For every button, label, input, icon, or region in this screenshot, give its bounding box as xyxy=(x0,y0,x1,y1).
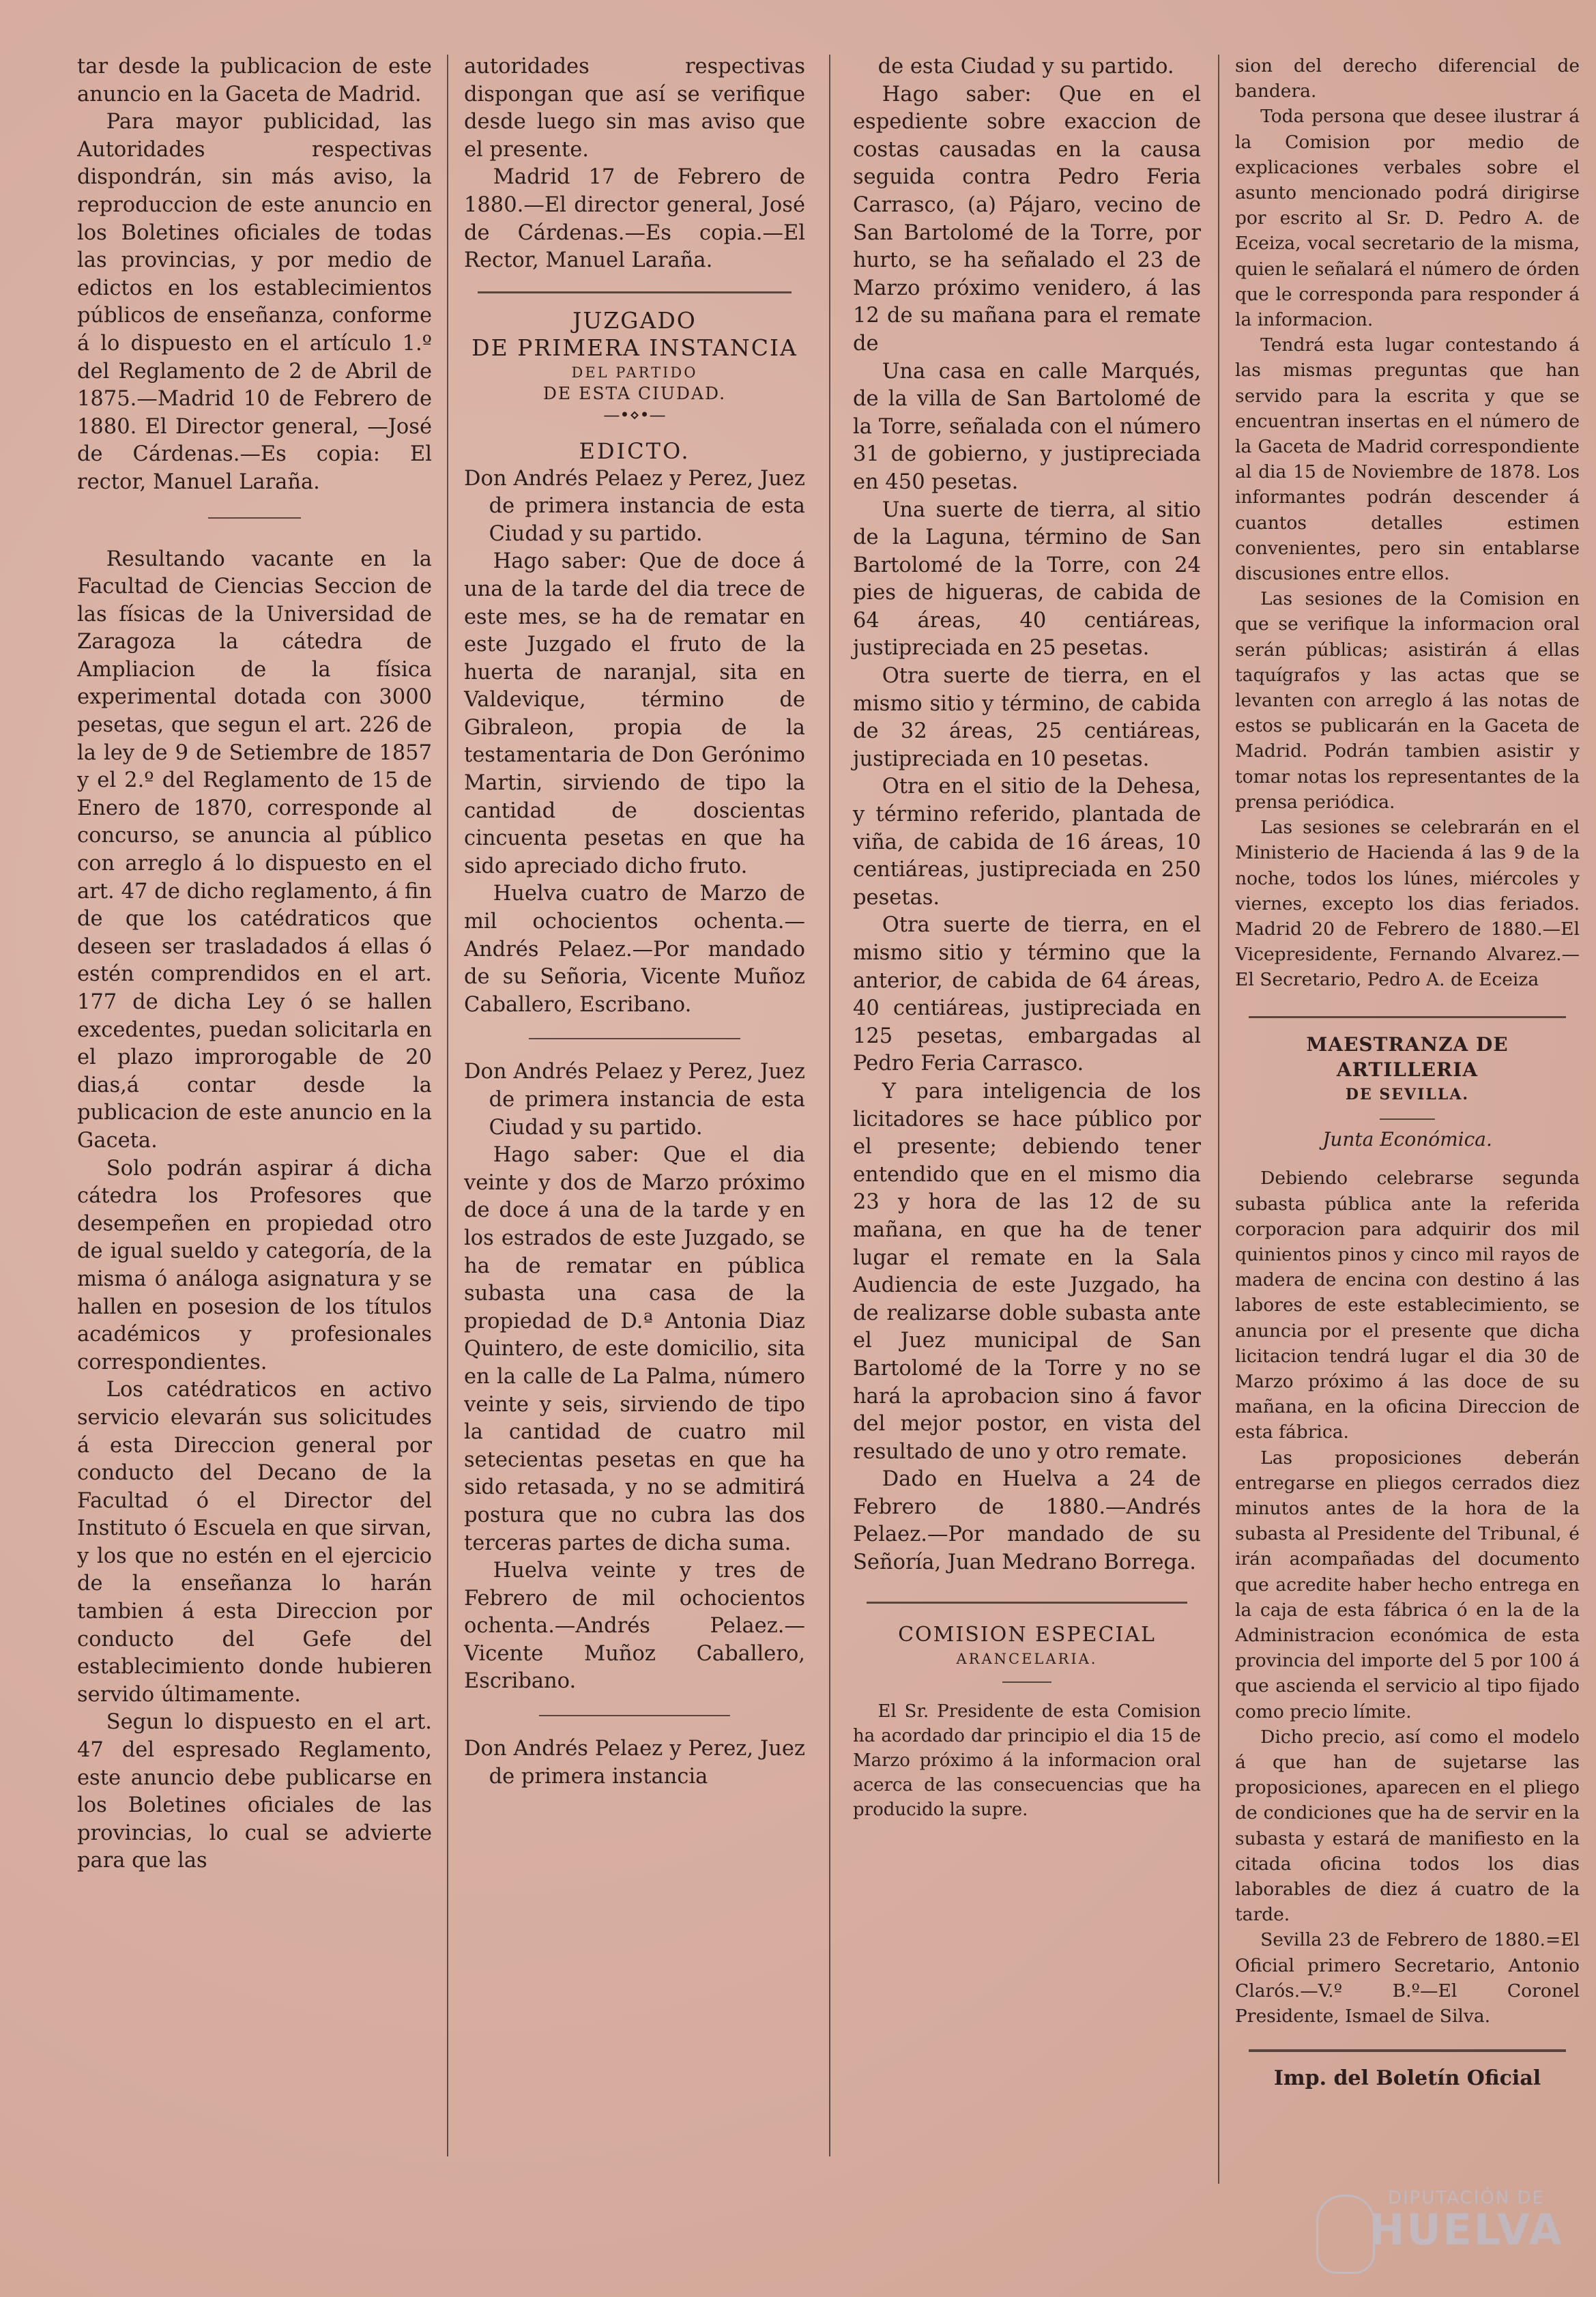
c4-paragraph-3: Las sesiones de la Comision en que se verifique la informacion oral serán públicas; asistirán á ellas taquígrafos y las actas que se levanten con arreglo á las notas de estos se publicarán en la Gaceta de Madrid. Podrán tambien asistir y tomar notas los representantes de la prensa periódica. xyxy=(1235,588,1580,813)
c2-paragraph-1: autoridades respectivas dispongan que así se verifique desde luego sin mas aviso que el presente. xyxy=(464,55,805,162)
c1-paragraph-4: Solo podrán aspirar á dicha cátedra los Profesores que desempeñen en propiedad otro de igual sueldo y categoría, de la misma ó análoga asignatura y se hallen en posesion de los títulos académicos y profesionales correspondientes. xyxy=(77,1156,432,1374)
watermark-line-1: DIPUTACIÓN DE xyxy=(1387,2188,1546,2208)
column-rule-2 xyxy=(829,55,830,2156)
c2-divider-bottom xyxy=(539,1715,730,1716)
column-3 xyxy=(853,53,1201,1822)
c2-paragraph-2: Madrid 17 de Febrero de 1880.—El director general, José de Cárdenas.—Es copia.—El Rector, Manuel Laraña. xyxy=(464,165,805,273)
edict-1-header: Don Andrés Pelaez y Perez, Juez de primera instancia de esta Ciudad y su partido. xyxy=(464,466,805,546)
archive-watermark xyxy=(1364,2188,1569,2277)
c1-paragraph-3: Resultando vacante en la Facultad de Ciencias Seccion de las físicas de la Universidad de Zaragoza la cátedra de Ampliacion de la física experimental dotada con 3000 pesetas, que segun el art. 226 de la ley de 9 de Setiembre de 1857 y el 2.º del Reglamento de 15 de Enero de 1870, corresponde al concurso, se anuncia al público con arreglo á lo dispuesto en el art. 47 de dicho reglamento, á fin de que los catédraticos que deseen ser trasladados á ellas ó estén comprendidos en el art. 177 de dicha Ley ó se hallen excedentes, puedan solicitarla en el plazo improrogable de 20 dias,á contar desde la publicacion de este anuncio en la Gaceta. xyxy=(77,547,432,1153)
c1-paragraph-1: tar desde la publicacion de este anuncio en la Gaceta de Madrid. xyxy=(77,55,432,106)
comision-title: COMISION ESPECIAL xyxy=(898,1622,1156,1647)
edict-2-header: Don Andrés Pelaez y Perez, Juez de primera instancia de esta Ciudad y su partido. xyxy=(464,1060,805,1140)
column-4 xyxy=(1235,53,1580,2091)
c4-paragraph-1: Toda persona que desee ilustrar á la Comision por medio de explicaciones verbales sobre el asunto mencionado podrá dirigirse por escrito al Sr. D. Pedro A. de Eceiza, vocal secretario de la misma, quien le señalará el número de órden que le corresponda para responder á la informacion. xyxy=(1235,106,1580,331)
edicto-heading: EDICTO. xyxy=(579,437,691,464)
c3-paragraph-8: Dado en Huelva a 24 de Febrero de 1880.—Andrés Pelaez.—Por mandado de su Señoría, Juan Medrano Borrega. xyxy=(853,1467,1201,1575)
c3-paragraph-2: Una casa en calle Marqués, de la villa de San Bartolomé de la Torre, señalada con el número 31 de gobierno, y justipreciada en 450 pesetas. xyxy=(853,359,1201,494)
imprint: Imp. del Boletín Oficial xyxy=(1273,2066,1541,2091)
c3-divider-small xyxy=(1002,1681,1051,1683)
juzgado-del-partido: DEL PARTIDO xyxy=(571,364,698,381)
edict-1-signature: Huelva cuatro de Marzo de mil ochocientos ochenta.—Andrés Pelaez.—Por mandado de su Señoria, Vicente Muñoz Caballero, Escribano. xyxy=(464,882,805,1017)
column-rule-3 xyxy=(1218,55,1219,2184)
c3-paragraph-1: Hago saber: Que en el espediente sobre exaccion de costas causadas en la causa seguida contra Pedro Feria Carrasco, (a) Pájaro, vecino de San Bartolomé de la Torre, por hurto, se ha señalado el 23 de Marzo próximo venidero, á las 12 de su mañana para el remate de xyxy=(853,82,1201,356)
c1-paragraph-5: Los catédraticos en activo servicio elevarán sus solicitudes á esta Direccion general por conducto del Decano de la Facultad ó el Director del Instituto ó Escuela en que sirvan, y los que no estén en el ejercicio de la enseñanza lo harán tambien á esta Direccion por conducto del Gefe del establecimiento donde hubieren servido últimamente. xyxy=(77,1378,432,1707)
ornament: —•⋄•— xyxy=(603,405,666,424)
c3-edict-header-cont: de esta Ciudad y su partido. xyxy=(877,55,1174,78)
c4-paragraph-0: sion del derecho diferencial de bandera. xyxy=(1235,55,1580,102)
junta-heading: Junta Económica. xyxy=(1322,1128,1492,1151)
c3-paragraph-6: Otra suerte de tierra, en el mismo sitio y término que la anterior, de cabida de 64 áreas, 40 centiáreas, justipreciada en 125 pesetas, embargadas al Pedro Feria Carrasco. xyxy=(853,913,1201,1076)
c4-divider-small xyxy=(1380,1118,1435,1120)
column-1 xyxy=(77,53,432,1875)
c2-divider-mid xyxy=(529,1038,740,1039)
c1-paragraph-6: Segun lo dispuesto en el art. 47 del espresado Reglamento, este anuncio debe publicarse en los Boletines oficiales de las provincias, lo cual se advierte para que las xyxy=(77,1710,432,1873)
c3-divider xyxy=(867,1602,1187,1604)
maestranza-paragraph-1: Debiendo celebrarse segunda subasta pública ante la referida corporacion para adquirir dos mil quinientos pinos y cinco mil rayos de madera de encina con destino á las labores de este establecimiento, se anuncia por el presente que dicha licitacion tendrá lugar el dia 30 de Marzo próximo á las doce de su mañana, en la oficina Direccion de esta fábrica. xyxy=(1235,1168,1580,1443)
maestranza-paragraph-3: Dicho precio, así como el modelo á que han de sujetarse las proposiciones, aparecen en el pliego de condiciones que ha de servir en la subasta y estará de manifiesto en la citada oficina todos los dias laborables de diez á cuatro de la tarde. xyxy=(1235,1726,1580,1926)
c4-divider-bottom xyxy=(1249,2049,1566,2052)
c3-paragraph-5: Otra en el sitio de la Dehesa, y término referido, plantada de viña, de cabida de 16 áreas, 10 centiáreas, justipreciada en 250 pesetas. xyxy=(853,775,1201,910)
juzgado-city: DE ESTA CIUDAD. xyxy=(542,383,727,403)
column-rule-1 xyxy=(447,55,448,2156)
maestranza-subtitle: DE SEVILLA. xyxy=(1345,1085,1470,1103)
edict-3-header: Don Andrés Pelaez y Perez, Juez de primera instancia xyxy=(464,1737,805,1789)
c4-divider-top xyxy=(1249,1016,1566,1018)
juzgado-title: JUZGADO xyxy=(572,306,697,334)
comision-subtitle: ARANCELARIA. xyxy=(956,1651,1098,1668)
edict-2-body: Hago saber: Que el dia veinte y dos de Marzo próximo de doce á una de la tarde y en los estrados de este Juzgado, se ha de rematar en pública subasta una casa de la propiedad de D.ª Antonia Diaz Quintero, de este domicilio, sita en la calle de La Palma, número veinte y seis, sirviendo de tipo la cantidad de cuatro mil setecientas pesetas en que ha sido retasada, y no se admitirá postura que no cubra las dos terceras partes de dicha suma. xyxy=(464,1143,805,1555)
c3-paragraph-4: Otra suerte de tierra, en el mismo sitio y término, de cabida de 32 áreas, 25 centiáreas, justipreciada en 10 pesetas. xyxy=(853,664,1201,771)
edict-1-body: Hago saber: Que de doce á una de la tarde del dia trece de este mes, se ha de rematar en este Juzgado el fruto de la huerta de naranjal, sita en Valdevique, término de Gibraleon, propia de la testamentaria de Don Gerónimo Martin, sirviendo de tipo la cantidad de doscientas cincuenta pesetas en que ha sido apreciado dicho fruto. xyxy=(464,549,805,878)
edict-2-signature: Huelva veinte y tres de Febrero de mil ochocientos ochenta.—Andrés Pelaez.—Vicente Muñoz Caballero, Escribano. xyxy=(464,1559,805,1694)
maestranza-paragraph-2: Las proposiciones deberán entregarse en pliegos cerrados diez minutos antes de la hora de la subasta al Presidente del Tribunal, é irán acompañadas del documento que acredite haber hecho entrega en la caja de esta fábrica ó en la de la Administracion económica de esta provincia del importe del 5 por 100 á que ascienda el servicio al tipo fijado como precio límite. xyxy=(1235,1447,1580,1722)
seal-icon xyxy=(1316,2195,1375,2274)
c2-divider-top xyxy=(478,291,792,293)
column-2 xyxy=(464,53,805,1791)
comision-body: El Sr. Presidente de esta Comision ha acordado dar principio el dia 15 de Marzo próximo á la informacion oral acerca de las consecuencias que ha producido la supre. xyxy=(853,1701,1201,1821)
maestranza-paragraph-4: Sevilla 23 de Febrero de 1880.=El Oficial primero Secretario, Antonio Clarós.—V.º B.º—El Coronel Presidente, Ismael de Silva. xyxy=(1235,1929,1580,2027)
c3-paragraph-3: Una suerte de tierra, al sitio de la Laguna, término de San Bartolomé de la Torre, con 24 pies de higueras, de cabida de 64 áreas, 40 centiáreas, justipreciada en 25 pesetas. xyxy=(853,497,1201,661)
c4-paragraph-2: Tendrá esta lugar contestando á las mismas preguntas que han servido para la escrita y que se encuentran insertas en el número de la Gaceta de Madrid correspondiente al dia 15 de Noviembre de 1878. Los informantes podrán descender á cuantos detalles estimen convenientes, pero sin entablarse discusiones entre ellos. xyxy=(1235,334,1580,585)
c3-paragraph-7: Y para inteligencia de los licitadores se hace público por el presente; debiendo tener entendido que en el mismo dia 23 y hora de las 12 de su mañana, en que ha de tener lugar el remate en la Sala Audiencia de este Juzgado, ha de realizarse doble subasta ante el Juez municipal de San Bartolomé de la Torre y no se hará la aprobacion sino á favor del mejor postor, en vista del resultado de uno y otro remate. xyxy=(853,1079,1201,1464)
watermark-line-2: HUELVA xyxy=(1369,2205,1564,2255)
maestranza-title: MAESTRANZA DE ARTILLERIA xyxy=(1306,1032,1509,1081)
c4-paragraph-4: Las sesiones se celebrarán en el Ministerio de Hacienda á las 9 de la noche, todos los lúnes, miércoles y viernes, excepto los dias feriados. Madrid 20 de Febrero de 1880.—El Vicepresidente, Fernando Alvarez.—El Secretario, Pedro A. de Eceiza xyxy=(1235,817,1580,991)
c1-paragraph-2: Para mayor publicidad, las Autoridades respectivas dispondrán, sin más aviso, la reproduccion de este anuncio en los Boletines oficiales de todas las provincias, y por medio de edictos en los establecimientos públicos de enseñanza, conforme á lo dispuesto en el artículo 1.º del Reglamento de 2 de Abril de 1875.—Madrid 10 de Febrero de 1880. El Director general, —José de Cárdenas.—Es copia: El rector, Manuel Laraña. xyxy=(77,110,432,494)
c1-divider xyxy=(208,517,300,519)
juzgado-subtitle: DE PRIMERA INSTANCIA xyxy=(471,334,798,362)
